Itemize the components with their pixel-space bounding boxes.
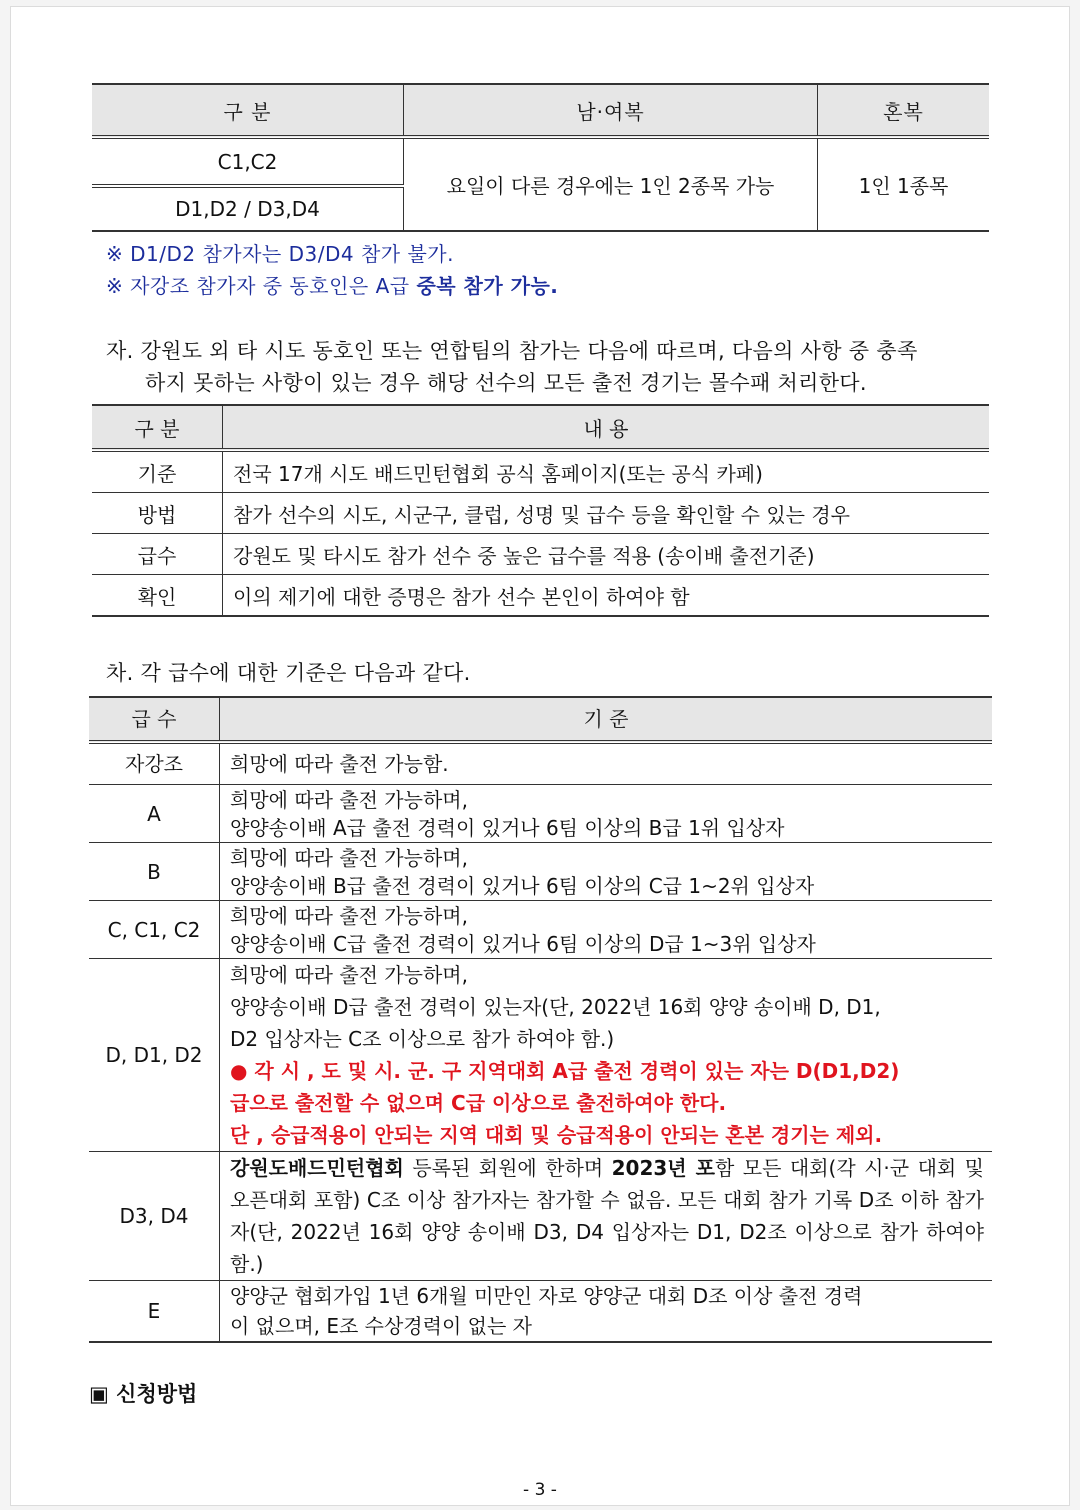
warning-line: 단 , 승급적용이 안되는 지역 대회 및 승급적용이 안되는 혼본 경기는 제외. bbox=[230, 1123, 883, 1147]
grade-criteria bbox=[220, 843, 993, 901]
group-d: D1,D2 / D3,D4 bbox=[175, 197, 320, 221]
note-d-restriction: ※ D1/D2 참가자는 D3/D4 참가 불가. bbox=[106, 242, 454, 266]
criteria-line: 이 없으며, E조 수상경력이 없는 자 bbox=[230, 1314, 532, 1338]
criteria-line: 양양송이배 A급 출전 경력이 있거나 6팀 이상의 B급 1위 입상자 bbox=[230, 815, 785, 840]
row-value: 이의 제기에 대한 증명은 참가 선수 본인이 하여야 함 bbox=[233, 584, 690, 609]
table-row bbox=[89, 742, 992, 785]
criteria-line: 양양송이배 B급 출전 경력이 있거나 6팀 이상의 C급 1~2위 입상자 bbox=[230, 873, 815, 898]
header-grade: 급 수 bbox=[89, 697, 220, 742]
row-key: 기준 bbox=[92, 450, 223, 493]
warning-line: ● 각 시 , 도 및 시. 군. 구 지역대회 A급 출전 경력이 있는 자는 D(D1,D2) bbox=[230, 1059, 900, 1083]
criteria-text: 등록된 회원에 한하며 bbox=[403, 1156, 612, 1180]
table-row bbox=[92, 450, 989, 493]
table-row bbox=[89, 959, 992, 1152]
criteria-line: D2 입상자는 C조 이상으로 참가 하여야 함.) bbox=[230, 1027, 615, 1051]
note-duplicate bbox=[106, 270, 558, 299]
row-key: 급수 bbox=[92, 534, 223, 575]
criteria-bold: 강원도배드민턴협회 bbox=[230, 1156, 404, 1180]
header-category: 구 분 bbox=[92, 84, 404, 137]
section-heading bbox=[89, 1378, 197, 1408]
grade-key: E bbox=[89, 1281, 220, 1343]
note-duplicate-bold: 중복 참가 가능. bbox=[416, 274, 559, 298]
row-value: 강원도 및 타시도 참가 선수 중 높은 급수를 적용 (송이배 출전기준) bbox=[223, 534, 990, 575]
header-content: 내 용 bbox=[223, 405, 990, 450]
section-title: 신청방법 bbox=[116, 1382, 198, 1406]
table-row bbox=[89, 1281, 992, 1343]
grade-criteria bbox=[220, 959, 993, 1152]
table-row bbox=[89, 1152, 992, 1281]
criteria-line: 희망에 따라 출전 가능하며, bbox=[230, 787, 468, 812]
paragraph-ja-line2: 하지 못하는 사항이 있는 경우 해당 선수의 모든 출전 경기는 몰수패 처리한다. bbox=[145, 371, 867, 395]
doubles-rule: 요일이 다른 경우에는 1인 2종목 가능 bbox=[404, 137, 818, 231]
criteria-text: 함 모든 대회(각 시·군 대회 및 오픈대회 포함) C조 이상 참가자는 참가할 수 없음. 모든 대회 참가 기록 D조 이하 참가자(단, 2022년 16회 양양 송이배 D3, D4 입상자는 D1, D2조 이상으로 참가 하여야 함.) bbox=[230, 1156, 984, 1276]
table-row bbox=[92, 534, 989, 575]
grade-criteria bbox=[220, 901, 993, 959]
page-number: - 3 - bbox=[523, 1480, 557, 1500]
square-bullet-icon: ▣ bbox=[89, 1382, 109, 1406]
other-region-table bbox=[92, 404, 989, 617]
paragraph-cha: 차. 각 급수에 대한 기준은 다음과 같다. bbox=[106, 661, 471, 685]
grade-key: B bbox=[89, 843, 220, 901]
criteria-line: 양양송이배 C급 출전 경력이 있거나 6팀 이상의 D급 1~3위 입상자 bbox=[230, 931, 816, 956]
grade-key: A bbox=[89, 785, 220, 843]
row-value: 참가 선수의 시도, 시군구, 클럽, 성명 및 급수 등을 확인할 수 있는 경우 bbox=[223, 493, 990, 534]
grade-criteria-table bbox=[89, 696, 992, 1343]
table-row bbox=[92, 493, 989, 534]
criteria-line: 양양송이배 D급 출전 경력이 있는자(단, 2022년 16회 양양 송이배 D, D1, bbox=[230, 995, 881, 1019]
criteria-line: 양양군 협회가입 1년 6개월 미만인 자로 양양군 대회 D조 이상 출전 경력 bbox=[230, 1284, 863, 1308]
row-value: 전국 17개 시도 배드민턴협회 공식 홈페이지(또는 공식 카페) bbox=[223, 450, 990, 493]
header-criteria: 기 준 bbox=[220, 697, 993, 742]
grade-criteria bbox=[220, 785, 993, 843]
grade-key: C, C1, C2 bbox=[89, 901, 220, 959]
grade-criteria: 희망에 따라 출전 가능함. bbox=[220, 742, 993, 785]
mixed-rule: 1인 1종목 bbox=[818, 137, 990, 231]
row-key: 확인 bbox=[92, 575, 223, 617]
criteria-line: 희망에 따라 출전 가능하며, bbox=[230, 845, 468, 870]
table-row bbox=[89, 843, 992, 901]
grade-key: 자강조 bbox=[89, 742, 220, 785]
table-row bbox=[89, 901, 992, 959]
criteria-bold: 2023년 포 bbox=[611, 1156, 715, 1180]
criteria-line: 희망에 따라 출전 가능하며, bbox=[230, 963, 468, 987]
row-key: 방법 bbox=[92, 493, 223, 534]
table-row bbox=[89, 785, 992, 843]
grade-criteria bbox=[220, 1152, 993, 1281]
header-mixed: 혼복 bbox=[818, 84, 990, 137]
note-duplicate-text: ※ 자강조 참가자 중 동호인은 A급 bbox=[106, 274, 417, 298]
header-doubles: 남·여복 bbox=[404, 84, 818, 137]
entry-rule-table bbox=[92, 83, 989, 232]
header-category: 구 분 bbox=[92, 405, 223, 450]
group-c: C1,C2 bbox=[92, 137, 404, 186]
criteria-line: 희망에 따라 출전 가능하며, bbox=[230, 903, 468, 928]
warning-line: 급으로 출전할 수 없으며 C급 이상으로 출전하여야 한다. bbox=[230, 1091, 727, 1115]
grade-key: D, D1, D2 bbox=[89, 959, 220, 1152]
paragraph-ja-line1: 자. 강원도 외 타 시도 동호인 또는 연합팀의 참가는 다음에 따르며, 다음의 사항 중 충족 bbox=[106, 339, 918, 363]
table-row bbox=[92, 575, 989, 617]
grade-key: D3, D4 bbox=[89, 1152, 220, 1281]
grade-criteria bbox=[220, 1281, 993, 1343]
